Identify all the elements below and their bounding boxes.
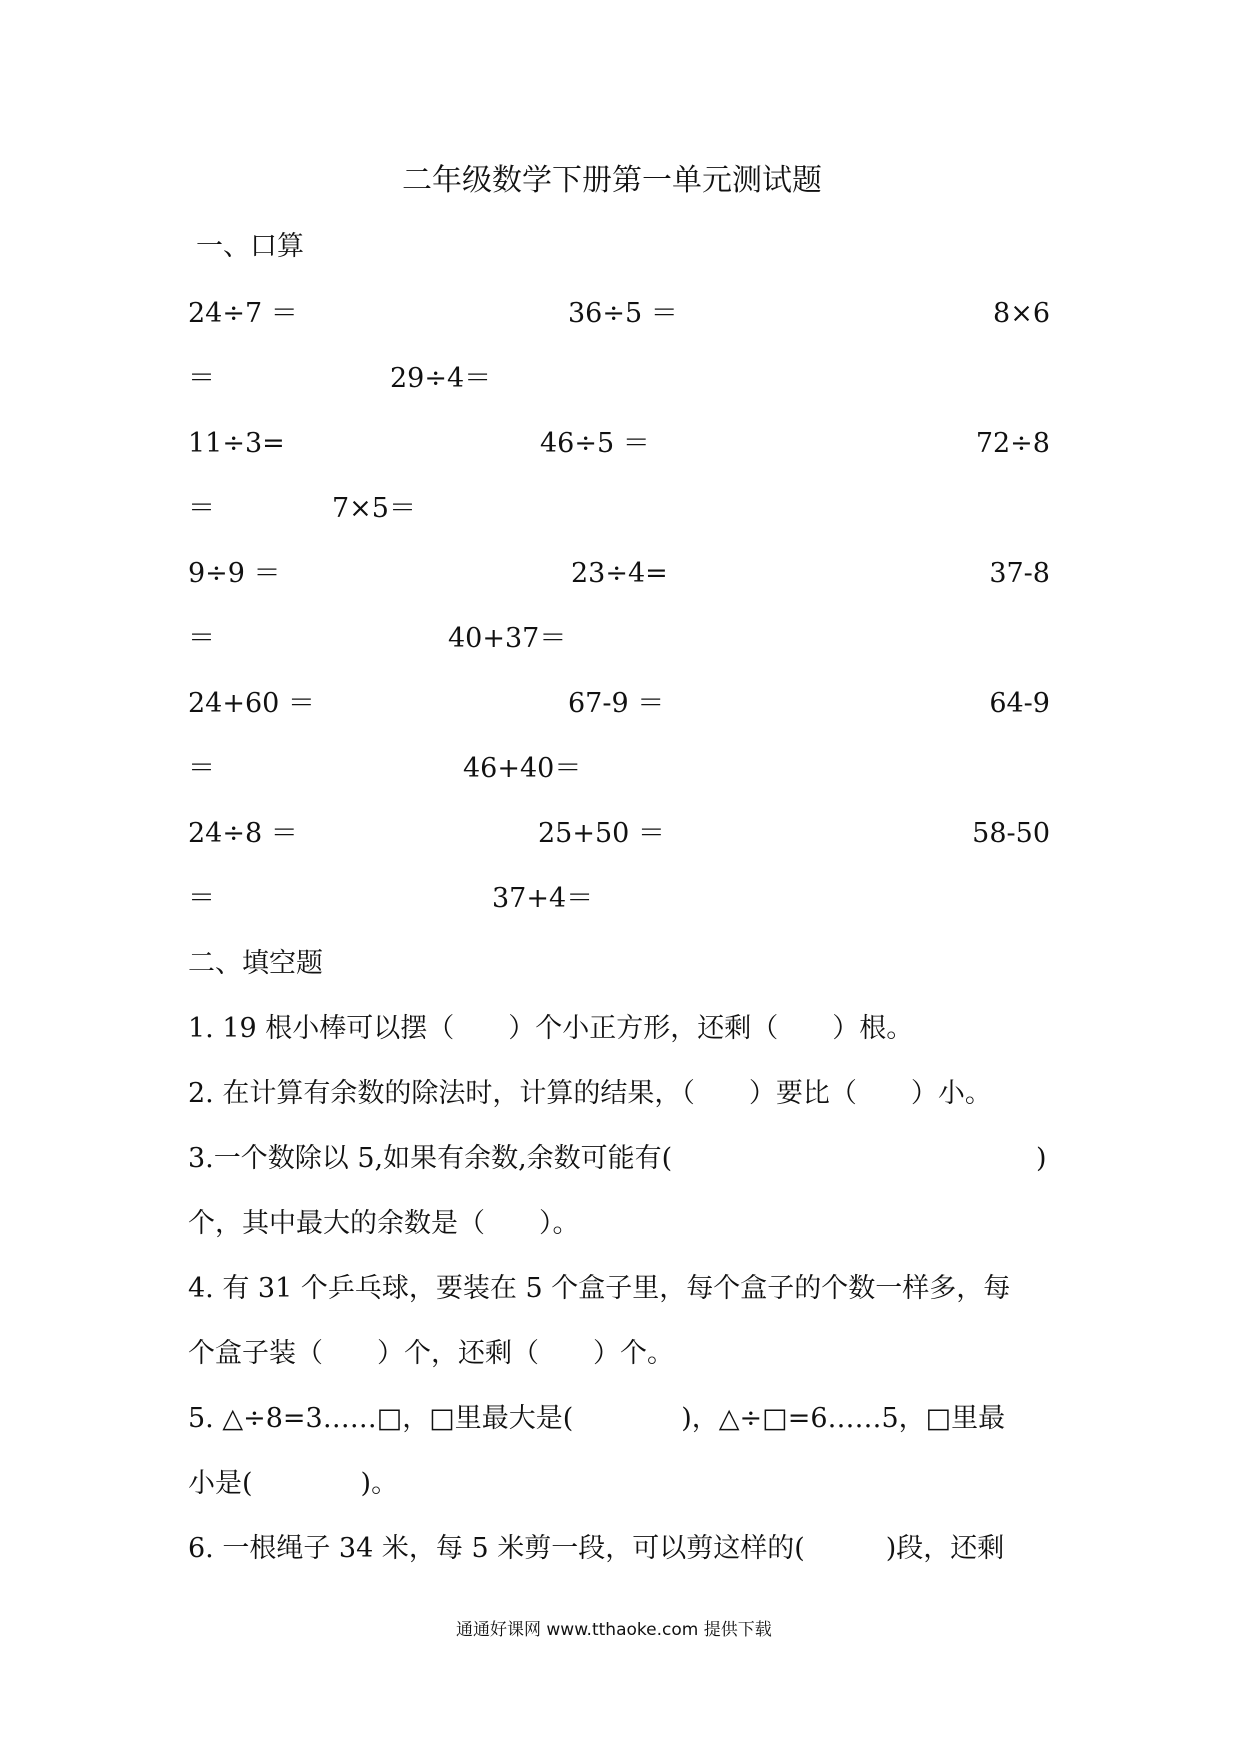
fill-in-question: 1. 19 根小棒可以摆（ ）个小正方形，还剩（ ）根。: [188, 1013, 914, 1044]
mental-math-item: ＝: [188, 363, 215, 394]
mental-math-item: 67-9 ＝: [568, 688, 665, 719]
mental-math-item: ＝: [188, 883, 215, 914]
mental-math-item: 24+60 ＝: [188, 688, 315, 719]
mental-math-item: 37-8: [989, 558, 1050, 589]
mental-math-item: 24÷7 ＝: [188, 298, 298, 329]
section-heading-fill-in-blanks: 二、填空题: [188, 948, 323, 979]
mental-math-item: ＝: [188, 623, 215, 654]
mental-math-item: 46+40＝: [463, 753, 582, 784]
mental-math-item: 23÷4=: [571, 558, 668, 589]
mental-math-item: 64-9: [989, 688, 1050, 719]
mental-math-item: 8×6: [993, 298, 1050, 329]
fill-in-question: 5. △÷8=3……□，□里最大是( )，△÷□=6……5，□里最: [188, 1403, 1006, 1434]
section-heading-mental-math: 一、口算: [196, 231, 304, 262]
fill-in-question: 4. 有 31 个乒乓球，要装在 5 个盒子里，每个盒子的个数一样多，每: [188, 1273, 1011, 1304]
page-title: 二年级数学下册第一单元测试题: [402, 163, 822, 198]
mental-math-item: 9÷9 ＝: [188, 558, 281, 589]
mental-math-item: ＝: [188, 753, 215, 784]
fill-in-question: 2. 在计算有余数的除法时，计算的结果，（ ）要比（ ）小。: [188, 1078, 992, 1109]
mental-math-item: 40+37＝: [448, 623, 567, 654]
fill-in-question-continued: 小是( )。: [188, 1468, 399, 1499]
fill-in-question: 6. 一根绳子 34 米，每 5 米剪一段，可以剪这样的( )段，还剩: [188, 1533, 1005, 1564]
mental-math-item: 46÷5 ＝: [540, 428, 650, 459]
mental-math-item: ＝: [188, 493, 215, 524]
mental-math-item: 25+50 ＝: [538, 818, 665, 849]
fill-in-question-continued: 个盒子装（ ）个，还剩（ ）个。: [188, 1338, 674, 1369]
fill-in-question-continued: 个，其中最大的余数是（ ）。: [188, 1208, 580, 1239]
mental-math-item: 37+4＝: [492, 883, 594, 914]
mental-math-item: 58-50: [972, 818, 1050, 849]
mental-math-item: 36÷5 ＝: [568, 298, 678, 329]
mental-math-item: 11÷3=: [188, 428, 285, 459]
mental-math-item: 24÷8 ＝: [188, 818, 298, 849]
footer-source: 通通好课网 www.tthaoke.com 提供下载: [456, 1620, 772, 1640]
fill-in-question: 3.一个数除以 5,如果有余数,余数可能有(: [188, 1143, 673, 1174]
mental-math-item: 72÷8: [975, 428, 1050, 459]
mental-math-item: 29÷4＝: [390, 363, 492, 394]
mental-math-item: 7×5＝: [332, 493, 416, 524]
closing-paren: ): [1036, 1143, 1047, 1174]
